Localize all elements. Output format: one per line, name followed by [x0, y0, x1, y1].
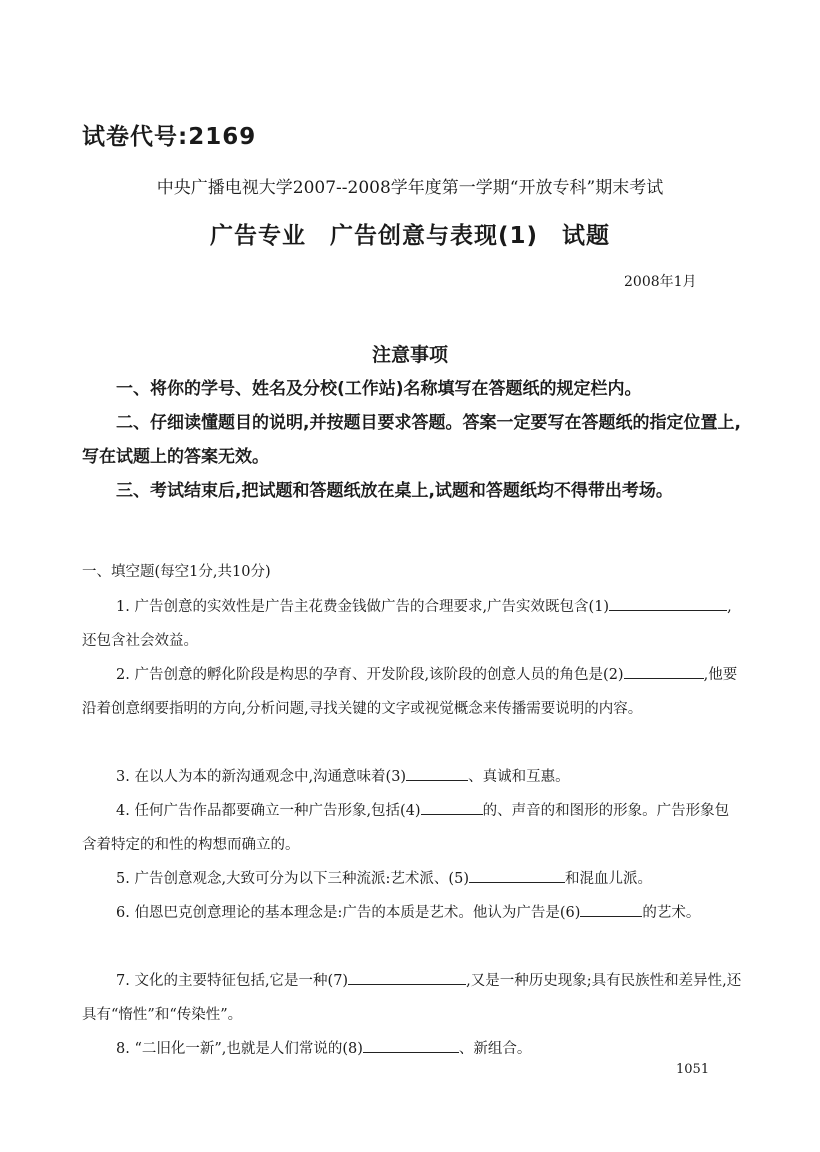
question-text: 7. 文化的主要特征包括,它是一种(7) — [116, 973, 349, 989]
answer-blank — [469, 868, 565, 883]
question-6 — [82, 896, 742, 930]
question-text: ,他要沿着创意纲要指明的方向,分析问题,寻找关键的文字或视觉概念来传播需要说明的内容。 — [82, 667, 738, 717]
question-text: 的、声音的和图形的形象。广告形象包含着特定的和性的构想而确立的。 — [82, 803, 730, 853]
notice-item-2: 二、仔细读懂题目的说明,并按题目要求答题。答案一定要写在答题纸的指定位置上,写在试题上的答案无效。 — [82, 413, 741, 467]
page-number: 1051 — [676, 1062, 710, 1077]
exam-title: 广告专业 广告创意与表现(1) 试题 — [209, 223, 611, 249]
answer-blank — [348, 970, 466, 985]
answer-blank — [406, 766, 468, 781]
question-8 — [82, 1032, 742, 1066]
question-text: 1. 广告创意的实效性是广告主花费金钱做广告的合理要求,广告实效既包含(1) — [116, 599, 610, 615]
question-4 — [82, 794, 742, 862]
notice-item-1: 一、将你的学号、姓名及分校(工作站)名称填写在答题纸的规定栏内。 — [116, 379, 642, 399]
question-text: 3. 在以人为本的新沟通观念中,沟通意味着(3) — [116, 769, 407, 785]
question-7 — [82, 964, 742, 1032]
notice-title: 注意事项 — [371, 344, 448, 366]
question-text: 6. 伯恩巴克创意理论的基本理念是:广告的本质是艺术。他认为广告是(6) — [116, 905, 581, 921]
question-text: 和混血儿派。 — [564, 871, 652, 887]
answer-blank — [609, 596, 727, 611]
question-text: 5. 广告创意观念,大致可分为以下三种流派:艺术派、(5) — [116, 871, 469, 887]
question-text: ,还包含社会效益。 — [82, 599, 732, 649]
question-text: 2. 广告创意的孵化阶段是构思的孕育、开发阶段,该阶段的创意人员的角色是(2) — [116, 667, 624, 683]
question-1 — [82, 590, 742, 658]
section-heading: 一、填空题(每空1分,共10分) — [82, 564, 271, 580]
question-text: 的艺术。 — [642, 905, 701, 921]
question-text: 、真诚和互惠。 — [468, 769, 570, 785]
question-5 — [82, 862, 742, 896]
exam-header: 中央广播电视大学2007--2008学年度第一学期“开放专科”期末考试 — [156, 178, 664, 198]
notice-item-3: 三、考试结束后,把试题和答题纸放在桌上,试题和答题纸均不得带出考场。 — [116, 481, 673, 501]
answer-blank — [421, 800, 483, 815]
question-text: 8. “二旧化一新”,也就是人们常说的(8) — [116, 1041, 363, 1057]
question-text: ,又是一种历史现象;具有民族性和差异性,还具有“惰性”和“传染性”。 — [82, 973, 742, 1023]
question-text: 、新组合。 — [458, 1041, 532, 1057]
exam-date: 2008年1月 — [624, 274, 697, 290]
question-2 — [82, 658, 742, 726]
paper-code: 试卷代号:2169 — [82, 124, 257, 150]
answer-blank — [624, 664, 704, 679]
question-text: 4. 任何广告作品都要确立一种广告形象,包括(4) — [116, 803, 421, 819]
answer-blank — [363, 1038, 459, 1053]
answer-blank — [580, 902, 642, 917]
question-3 — [82, 760, 742, 794]
